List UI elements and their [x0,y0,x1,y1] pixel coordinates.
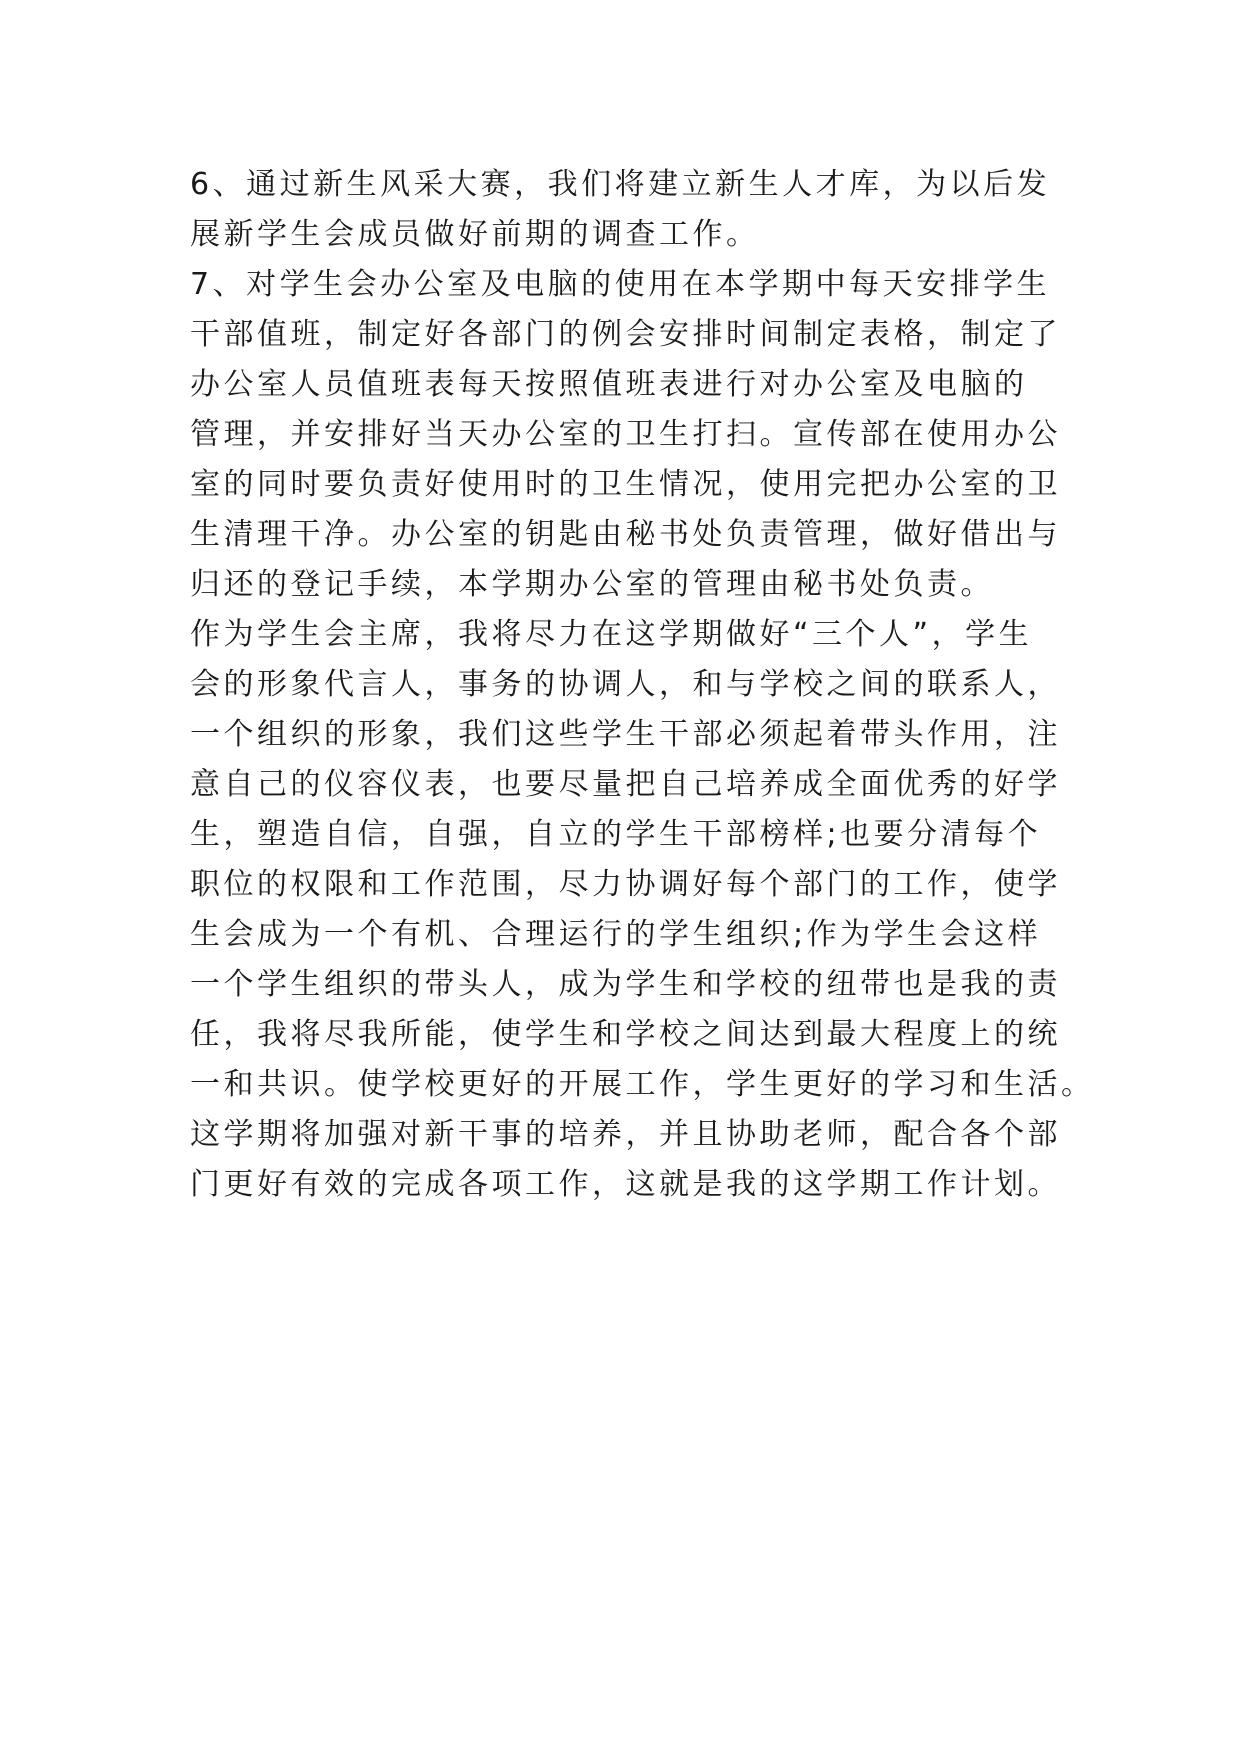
text-line: 干部值班，制定好各部门的例会安排时间制定表格，制定了 [190,317,1061,352]
text-line: 会的形象代言人，事务的协调人，和与学校之间的联系人， [190,667,1061,702]
text-line: 一个组织的形象，我们这些学生干部必须起着带头作用，注 [190,717,1061,752]
text-line: 生清理干净。办公室的钥匙由秘书处负责管理，做好借出与 [190,517,1061,552]
text-line: 这学期将加强对新干事的培养，并且协助老师，配合各个部 [190,1117,1061,1152]
text-line: 室的同时要负责好使用时的卫生情况，使用完把办公室的卫 [190,467,1061,502]
text-line: 归还的登记手续，本学期办公室的管理由秘书处负责。 [190,567,994,602]
text-line: 职位的权限和工作范围，尽力协调好每个部门的工作，使学 [190,867,1061,902]
text-line: 门更好有效的完成各项工作，这就是我的这学期工作计划。 [190,1167,1061,1202]
text-line: 一个学生组织的带头人，成为学生和学校的纽带也是我的责 [190,967,1061,1002]
text-line: 管理，并安排好当天办公室的卫生打扫。宣传部在使用办公 [190,417,1061,452]
text-line: 7、对学生会办公室及电脑的使用在本学期中每天安排学生 [190,267,1051,302]
document-body [190,160,1095,1210]
text-line: 生会成为一个有机、合理运行的学生组织;作为学生会这样 [190,917,1042,952]
text-line: 生，塑造自信，自强，自立的学生干部榜样;也要分清每个 [190,817,1042,852]
text-line: 一和共识。使学校更好的开展工作，学生更好的学习和生活。 [190,1067,1095,1102]
text-line: 6、通过新生风采大赛，我们将建立新生人才库，为以后发 [190,167,1051,202]
text-line: 作为学生会主席，我将尽力在这学期做好“三个人”，学生 [190,617,1033,652]
text-line: 展新学生会成员做好前期的调查工作。 [190,217,760,252]
text-line: 办公室人员值班表每天按照值班表进行对办公室及电脑的 [190,367,1028,402]
text-line: 任，我将尽我所能，使学生和学校之间达到最大程度上的统 [190,1017,1061,1052]
text-line: 意自己的仪容仪表，也要尽量把自己培养成全面优秀的好学 [190,767,1061,802]
